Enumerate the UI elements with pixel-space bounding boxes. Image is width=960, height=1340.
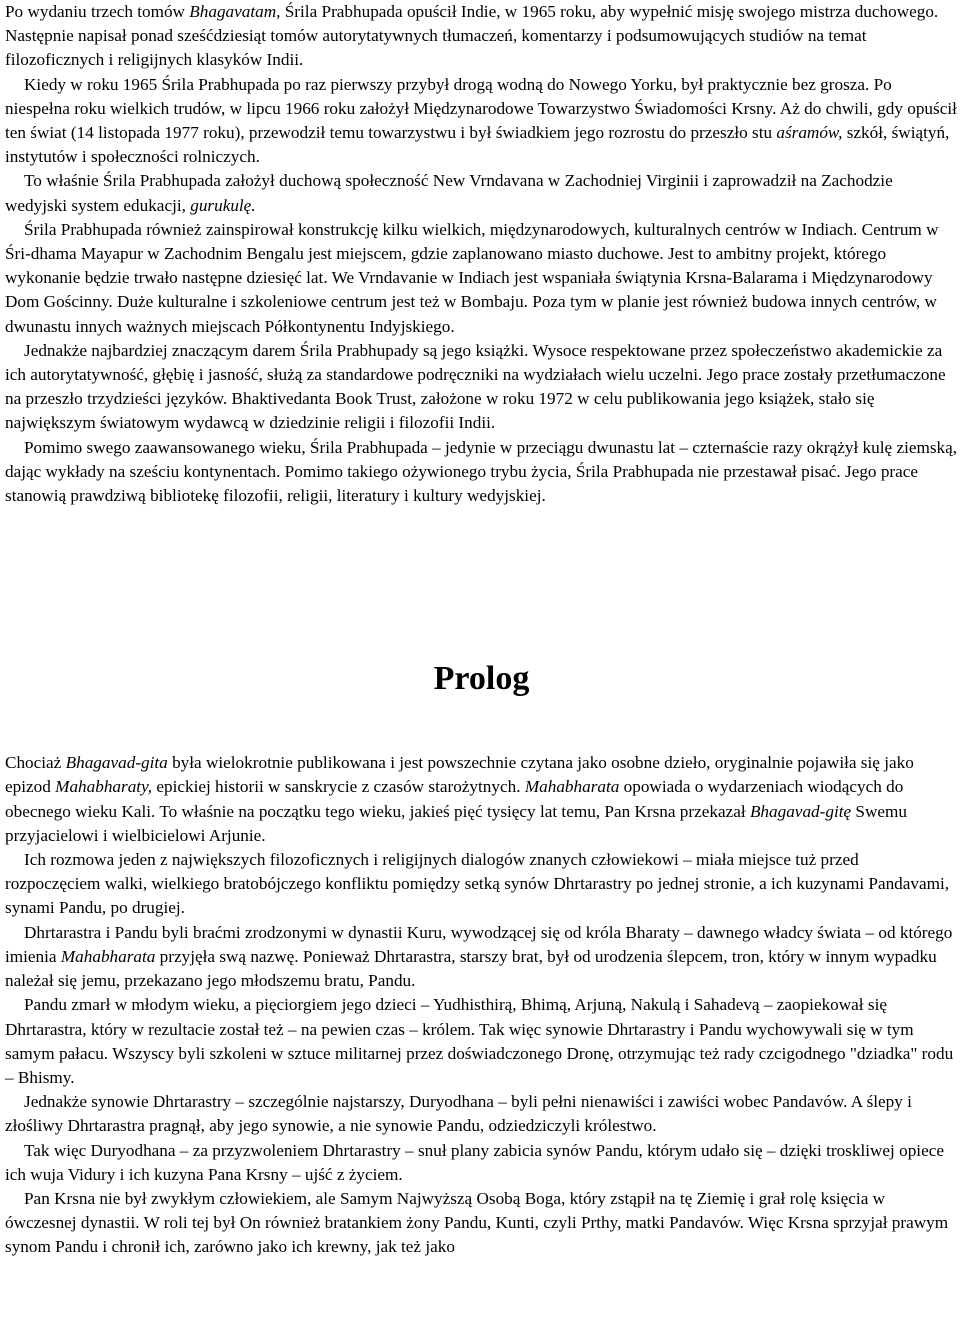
prolog-heading: Prolog [433,660,530,698]
italic-text: Mahabharaty, [55,777,153,797]
text-run: Pomimo swego zaawansowanego wieku, Śrila Prabhupada – jedynie w przeciągu dwunastu lat – czternaście razy okrążył kulę ziemską, dając wykłady na sześciu kontynentach. Pomimo takiego ożywionego trybu życia, Śrila Prabhupada nie przestawał pisać. Jego prace stanowią prawdziwą bibliotekę filozofii, religii, literatury i kultury wedyjskiej. [5,437,958,506]
italic-text: Bhagavad-gitę [749,801,852,821]
italic-text: Bhagavatam, [189,2,281,21]
text-run: Tak więc Duryodhana – za przyzwoleniem Dhrtarastry – snuł plany zabicia synów Pandu, którym udało się – dzięki troskliwej opiece ich wuja Vidury i ich kuzyna Pana Krsny – ujść z życiem. [5,1140,944,1184]
text-run: szkół, świątyń, instytutów i społeczności rolniczych. [5,123,950,167]
biography-paragraph [5,0,958,73]
text-run: Śrila Prabhupada opuścił Indie, w 1965 roku, aby wypełnić misję swojego mistrza duchowego. Następnie napisał ponad sześćdziesiąt tomów autorytatywnych tłumaczeń, komentarzy i podsumowujących studiów na temat filozoficznych i religijnych klasyków Indii. [5,2,939,70]
italic-text: Mahabharata [524,777,620,797]
text-run: Jednakże synowie Dhrtarastry – szczególnie najstarszy, Duryodhana – byli pełni nienawiści i zawiści wobec Pandavów. A ślepy i złośliwy Dhrtarastra pragnął, aby jego synowie, a nie synowie Pandu, odziedziczyli królestwo. [5,1092,912,1136]
prolog-paragraph [5,751,958,848]
prolog-section [5,751,958,1259]
prolog-paragraph [5,848,958,921]
biography-paragraph [5,169,958,217]
prolog-paragraph [5,1187,958,1260]
author-biography-section [5,0,958,508]
text-run: przyjęła swą nazwę. Ponieważ Dhrtarastra, starszy brat, był od urodzenia ślepcem, tron, który w innym wypadku należał się jemu, przekazano jego młodszemu bratu, Pandu. [5,946,937,991]
italic-text: Mahabharata [60,946,156,966]
text-run: Pandu zmarł w młodym wieku, a pięciorgiem jego dzieci – Yudhisthirą, Bhimą, Arjuną, Nakulą i Sahadevą – zaopiekował się Dhrtarastra, który w rezultacie został też – na pewien czas – królem. Tak więc synowie Dhrtarastry i Pandu wychowywali się w tym samym pałacu. Wszyscy byli szkoleni w sztuce militarnej przez doświadczonego Dronę, otrzymując też rady czcigodnego "dziadka" rodu – Bhismy. [5,995,954,1087]
text-run: Swemu przyjacielowi i wielbicielowi Arjunie. [5,801,907,845]
prolog-paragraph [5,1090,958,1138]
text-run: Chociaż [5,753,66,773]
text-run: Kiedy w roku 1965 Śrila Prabhupada po raz pierwszy przybył drogą wodną do Nowego Yorku, był praktycznie bez grosza. Po niespełna roku wielkich trudów, w lipcu 1966 roku założył Międzynarodowe Towarzystwo Świadomości Krsny. Aż do chwili, gdy opuścił ten świat (14 listopada 1977 roku), przewodził temu towarzystwu i był świadkiem jego rozrostu do przeszło stu [5,74,957,143]
biography-paragraph [5,218,958,339]
biography-paragraph [5,436,958,509]
text-run: Dhrtarastra i Pandu byli braćmi zrodzonymi w dynastii Kuru, wywodzącej się od króla Bharaty – dawnego władcy świata – od którego imienia [5,922,953,966]
italic-text: aśramów, [776,123,843,143]
text-run: Jednakże najbardziej znaczącym darem Śrila Prabhupady są jego książki. Wysoce respektowane przez społeczeństwo akademickie za ich autorytatywność, głębię i jasność, służą za standardowe podręczniki na wydziałach wielu uczelni. Jego prace zostały przetłumaczone na przeszło trzydzieści języków. Bhaktivedanta Book Trust, założone w roku 1972 w celu publikowania jego książek, stało się największym światowym wydawcą w dziedzinie religii i filozofii Indii. [5,340,946,433]
italic-text: gurukulę. [190,195,256,215]
biography-paragraph [5,73,958,170]
text-run: Pan Krsna nie był zwykłym człowiekiem, ale Samym Najwyższą Osobą Boga, który zstąpił na tę Ziemię i grał rolę księcia w ówczesnej dynastii. W roli tej był On również bratankiem żony Pandu, Kunti, czyli Prthy, matki Pandavów. Więc Krsna sprzyjał prawym synom Pandu i chronił ich, zarówno jako ich krewny, jak też jako [5,1188,949,1257]
text-run: To właśnie Śrila Prabhupada założył duchową społeczność New Vrndavana w Zachodniej Virginii i zaprowadził na Zachodzie wedyjski system edukacji, [5,171,893,215]
prolog-paragraph [5,993,958,1090]
text-run: Ich rozmowa jeden z największych filozoficznych i religijnych dialogów znanych człowiekowi – miała miejsce tuż przed rozpoczęciem walki, wielkiego bratobójczego konfliktu pomiędzy setką synów Dhrtarastry po jednej stronie, a ich kuzynami Pandavami, synami Pandu, po drugiej. [5,850,950,918]
text-run: Śrila Prabhupada również zainspirował konstrukcję kilku wielkich, międzynarodowych, kulturalnych centrów w Indiach. Centrum w Śri-dhama Mayapur w Zachodnim Bengalu jest miejscem, gdzie zaplanowano miasto duchowe. Jest to ambitny projekt, którego wykonanie będzie trwało następne dziesięć lat. We Vrndavanie w Indiach jest wspaniała świątynia Krsna-Balarama i Międzynarodowy Dom Gościnny. Duże kulturalne i szkoleniowe centrum jest też w Bombaju. Poza tym w planie jest również budowa innych centrów, w dwunastu innych ważnych miejscach Półkontynentu Indyjskiego. [5,219,939,336]
italic-text: Bhagavad-gita [65,753,168,773]
prolog-paragraph [5,921,958,994]
prolog-paragraph [5,1139,958,1187]
text-run: opowiada o wydarzeniach wiodących do obecnego wieku Kali. To właśnie na początku tego wieku, jakieś pięć tysięcy lat temu, Pan Krsna przekazał [5,777,904,821]
text-run: była wielokrotnie publikowana i jest powszechnie czytana jako osobne dzieło, oryginalnie pojawiła się jako epizod [5,753,914,797]
text-run: epickiej historii w sanskrycie z czasów starożytnych. [152,777,525,797]
text-run: Po wydaniu trzech tomów [5,2,190,21]
biography-paragraph [5,339,958,436]
document-page [5,0,958,1260]
